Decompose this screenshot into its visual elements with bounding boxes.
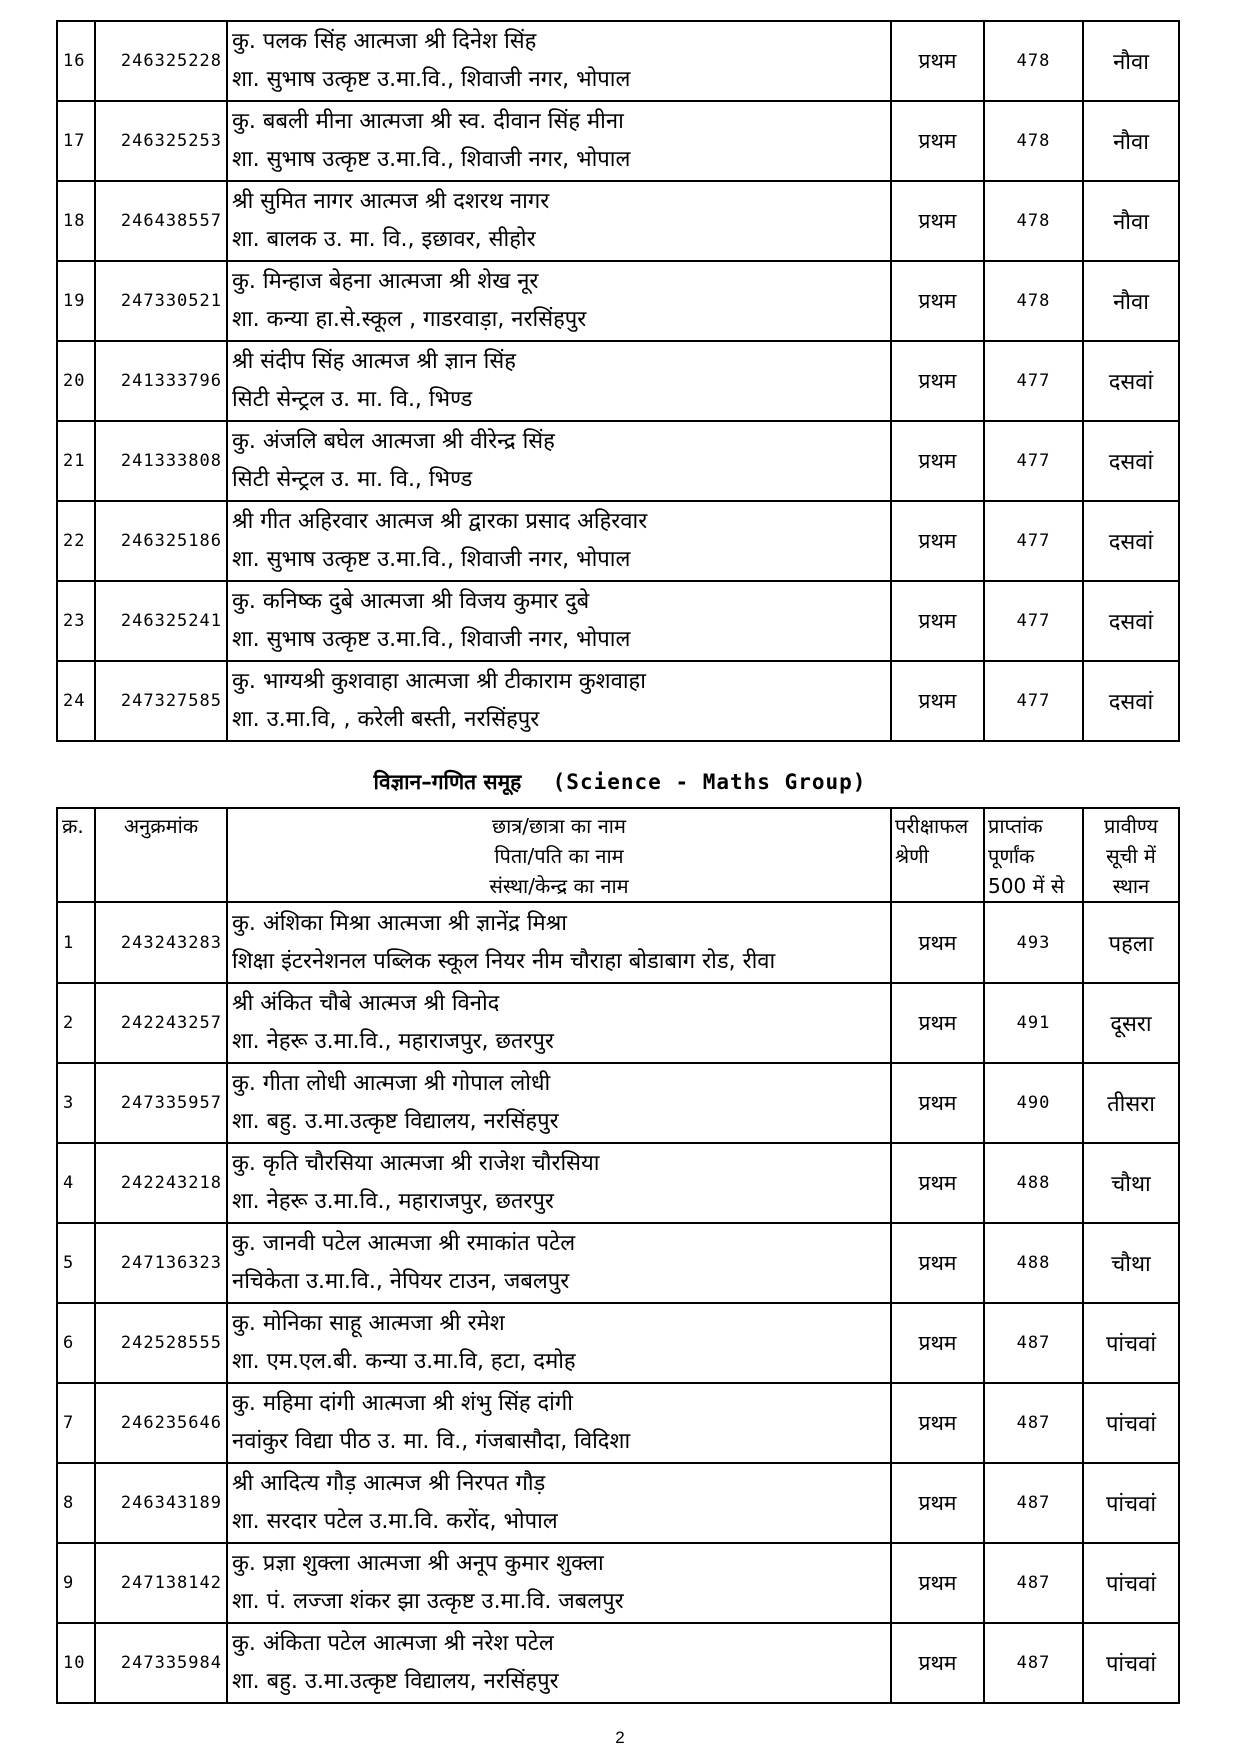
student-name: कु. अंजलि बघेल आत्मजा श्री वीरेन्द्र सिंह xyxy=(232,429,555,454)
name-cell xyxy=(227,1143,891,1223)
division-cell: प्रथम xyxy=(891,661,984,741)
school-name: सिटी सेन्ट्रल उ. मा. वि., भिण्ड xyxy=(232,387,473,412)
table-row xyxy=(57,101,1179,181)
school-name: नचिकेता उ.मा.वि., नेपियर टाउन, जबलपुर xyxy=(232,1269,570,1294)
name-cell xyxy=(227,581,891,661)
marks-cell: 478 xyxy=(984,21,1083,101)
division-cell: प्रथम xyxy=(891,1463,984,1543)
student-name: कु. गीता लोधी आत्मजा श्री गोपाल लोधी xyxy=(232,1071,551,1096)
serial-cell: 10 xyxy=(57,1623,95,1703)
division-cell: प्रथम xyxy=(891,1383,984,1463)
division-cell: प्रथम xyxy=(891,1303,984,1383)
school-name: शा. उ.मा.वि, , करेली बस्ती, नरसिंहपुर xyxy=(232,707,540,732)
roll-number-cell: 247335984 xyxy=(95,1623,227,1703)
roll-number-cell: 242243257 xyxy=(95,983,227,1063)
name-cell xyxy=(227,1303,891,1383)
division-cell: प्रथम xyxy=(891,1143,984,1223)
header-division-line2: श्रेणी xyxy=(895,844,929,868)
student-name: श्री अंकित चौबे आत्मज श्री विनोद xyxy=(232,991,500,1016)
header-marks-line2: पूर्णांक xyxy=(988,844,1035,868)
merit-table-continued-body xyxy=(57,21,1179,741)
table-row xyxy=(57,1223,1179,1303)
marks-cell: 488 xyxy=(984,1223,1083,1303)
roll-number-cell: 247136323 xyxy=(95,1223,227,1303)
serial-cell: 16 xyxy=(57,21,95,101)
name-cell xyxy=(227,661,891,741)
table-row xyxy=(57,261,1179,341)
rank-cell: पांचवां xyxy=(1083,1383,1179,1463)
school-name: शा. बहु. उ.मा.उत्कृष्ट विद्यालय, नरसिंहपुर xyxy=(232,1669,559,1694)
roll-number-cell: 246343189 xyxy=(95,1463,227,1543)
header-name-line1: छात्र/छात्रा का नाम xyxy=(492,814,626,838)
serial-cell: 23 xyxy=(57,581,95,661)
serial-cell: 19 xyxy=(57,261,95,341)
page-number: 2 xyxy=(615,1728,625,1747)
name-cell xyxy=(227,261,891,341)
division-cell: प्रथम xyxy=(891,101,984,181)
student-name: कु. मिन्हाज बेहना आत्मजा श्री शेख नूर xyxy=(232,269,539,294)
rank-cell: नौवा xyxy=(1083,21,1179,101)
marks-cell: 490 xyxy=(984,1063,1083,1143)
serial-cell: 8 xyxy=(57,1463,95,1543)
division-cell: प्रथम xyxy=(891,261,984,341)
serial-cell: 1 xyxy=(57,902,95,983)
marks-cell: 478 xyxy=(984,261,1083,341)
rank-cell: दसवां xyxy=(1083,661,1179,741)
marks-cell: 493 xyxy=(984,902,1083,983)
name-cell xyxy=(227,1623,891,1703)
student-name: श्री संदीप सिंह आत्मज श्री ज्ञान सिंह xyxy=(232,349,516,374)
roll-number-cell: 241333808 xyxy=(95,421,227,501)
serial-cell: 4 xyxy=(57,1143,95,1223)
name-cell xyxy=(227,21,891,101)
roll-number-cell: 243243283 xyxy=(95,902,227,983)
roll-number-cell: 247330521 xyxy=(95,261,227,341)
division-cell: प्रथम xyxy=(891,1623,984,1703)
table-row xyxy=(57,1463,1179,1543)
header-rank-line2: सूची में xyxy=(1106,844,1156,868)
roll-number-cell: 246235646 xyxy=(95,1383,227,1463)
rank-cell: नौवा xyxy=(1083,261,1179,341)
division-cell: प्रथम xyxy=(891,902,984,983)
name-cell xyxy=(227,1223,891,1303)
student-name: कु. बबली मीना आत्मजा श्री स्व. दीवान सिंह मीना xyxy=(232,109,624,134)
roll-number-cell: 242528555 xyxy=(95,1303,227,1383)
student-name: कु. अंशिका मिश्रा आत्मजा श्री ज्ञानेंद्र मिश्रा xyxy=(232,910,567,936)
name-cell xyxy=(227,341,891,421)
student-name: कु. मोनिका साहू आत्मजा श्री रमेश xyxy=(232,1311,505,1336)
marks-cell: 477 xyxy=(984,421,1083,501)
roll-number-cell: 246325241 xyxy=(95,581,227,661)
serial-cell: 24 xyxy=(57,661,95,741)
roll-number-cell: 246325228 xyxy=(95,21,227,101)
name-cell xyxy=(227,902,891,983)
rank-cell: नौवा xyxy=(1083,101,1179,181)
rank-cell: तीसरा xyxy=(1083,1063,1179,1143)
table-row xyxy=(57,1383,1179,1463)
serial-cell: 18 xyxy=(57,181,95,261)
division-cell: प्रथम xyxy=(891,1223,984,1303)
rank-cell: पांचवां xyxy=(1083,1303,1179,1383)
student-name: श्री गीत अहिरवार आत्मज श्री द्वारका प्रसाद अहिरवार xyxy=(232,509,648,534)
table-row xyxy=(57,661,1179,741)
name-cell xyxy=(227,983,891,1063)
group-title-hindi: विज्ञान–गणित समूह xyxy=(373,770,522,794)
marks-cell: 491 xyxy=(984,983,1083,1063)
school-name: शा. एम.एल.बी. कन्या उ.मा.वि, हटा, दमोह xyxy=(232,1349,576,1374)
name-cell xyxy=(227,181,891,261)
school-name: नवांकुर विद्या पीठ उ. मा. वि., गंजबासौदा, विदिशा xyxy=(232,1429,631,1454)
division-cell: प्रथम xyxy=(891,1543,984,1623)
header-marks-line1: प्राप्तांक xyxy=(988,814,1043,838)
serial-cell: 3 xyxy=(57,1063,95,1143)
student-name: कु. जानवी पटेल आत्मजा श्री रमाकांत पटेल xyxy=(232,1231,576,1256)
name-cell xyxy=(227,101,891,181)
marks-cell: 477 xyxy=(984,341,1083,421)
student-name: कु. अंकिता पटेल आत्मजा श्री नरेश पटेल xyxy=(232,1631,554,1656)
student-name: कु. पलक सिंह आत्मजा श्री दिनेश सिंह xyxy=(232,29,537,54)
roll-number-cell: 246325186 xyxy=(95,501,227,581)
serial-cell: 5 xyxy=(57,1223,95,1303)
division-cell: प्रथम xyxy=(891,181,984,261)
marks-cell: 477 xyxy=(984,661,1083,741)
header-marks-line3: 500 में से xyxy=(988,874,1065,898)
header-name-line2: पिता/पति का नाम xyxy=(494,844,624,868)
serial-cell: 20 xyxy=(57,341,95,421)
marks-cell: 478 xyxy=(984,101,1083,181)
division-cell: प्रथम xyxy=(891,341,984,421)
school-name: शा. सुभाष उत्कृष्ट उ.मा.वि., शिवाजी नगर, भोपाल xyxy=(232,67,631,92)
group-title-english: (Science - Maths Group) xyxy=(552,770,867,794)
rank-cell: दसवां xyxy=(1083,421,1179,501)
marks-cell: 487 xyxy=(984,1383,1083,1463)
group-title xyxy=(0,768,1240,796)
student-name: कु. कृति चौरसिया आत्मजा श्री राजेश चौरसिया xyxy=(232,1151,600,1176)
name-cell xyxy=(227,1063,891,1143)
table-row xyxy=(57,341,1179,421)
header-name xyxy=(227,808,891,902)
table-row xyxy=(57,581,1179,661)
table-row xyxy=(57,1543,1179,1623)
student-name: श्री सुमित नागर आत्मज श्री दशरथ नागर xyxy=(232,189,550,214)
serial-cell: 21 xyxy=(57,421,95,501)
header-rank-line1: प्रावीण्य xyxy=(1104,814,1158,838)
division-cell: प्रथम xyxy=(891,421,984,501)
name-cell xyxy=(227,1543,891,1623)
roll-number-cell: 241333796 xyxy=(95,341,227,421)
name-cell xyxy=(227,501,891,581)
header-division-line1: परीक्षाफल xyxy=(895,814,969,838)
header-rank-line3: स्थान xyxy=(1112,874,1150,898)
serial-cell: 22 xyxy=(57,501,95,581)
division-cell: प्रथम xyxy=(891,1063,984,1143)
roll-number-cell: 247327585 xyxy=(95,661,227,741)
serial-cell: 7 xyxy=(57,1383,95,1463)
marks-cell: 477 xyxy=(984,581,1083,661)
rank-cell: पांचवां xyxy=(1083,1543,1179,1623)
table-row xyxy=(57,1623,1179,1703)
school-name: शा. पं. लज्जा शंकर झा उत्कृष्ट उ.मा.वि. जबलपुर xyxy=(232,1589,624,1614)
marks-cell: 488 xyxy=(984,1143,1083,1223)
merit-table-continued xyxy=(56,20,1180,742)
rank-cell: दसवां xyxy=(1083,501,1179,581)
school-name: शा. सुभाष उत्कृष्ट उ.मा.वि., शिवाजी नगर, भोपाल xyxy=(232,147,631,172)
rank-cell: पांचवां xyxy=(1083,1463,1179,1543)
table-row xyxy=(57,501,1179,581)
header-roll-number: अनुक्रमांक xyxy=(95,808,227,902)
table-row xyxy=(57,902,1179,983)
serial-cell: 9 xyxy=(57,1543,95,1623)
school-name: शा. सुभाष उत्कृष्ट उ.मा.वि., शिवाजी नगर, भोपाल xyxy=(232,547,631,572)
name-cell xyxy=(227,421,891,501)
header-rank xyxy=(1083,808,1179,902)
header-marks xyxy=(984,808,1083,902)
table-row xyxy=(57,1143,1179,1223)
rank-cell: दूसरा xyxy=(1083,983,1179,1063)
serial-cell: 2 xyxy=(57,983,95,1063)
roll-number-cell: 246438557 xyxy=(95,181,227,261)
header-serial: क्र. xyxy=(57,808,95,902)
student-name: कु. प्रज्ञा शुक्ला आत्मजा श्री अनूप कुमार शुक्ला xyxy=(232,1551,604,1576)
school-name: सिटी सेन्ट्रल उ. मा. वि., भिण्ड xyxy=(232,467,473,492)
science-maths-merit-table xyxy=(56,807,1180,1704)
roll-number-cell: 247335957 xyxy=(95,1063,227,1143)
name-cell xyxy=(227,1383,891,1463)
rank-cell: चौथा xyxy=(1083,1223,1179,1303)
student-name: कु. कनिष्क दुबे आत्मजा श्री विजय कुमार दुबे xyxy=(232,589,590,614)
rank-cell: नौवा xyxy=(1083,181,1179,261)
marks-cell: 487 xyxy=(984,1543,1083,1623)
rank-cell: चौथा xyxy=(1083,1143,1179,1223)
school-name: शा. बहु. उ.मा.उत्कृष्ट विद्यालय, नरसिंहपुर xyxy=(232,1109,559,1134)
student-name: कु. महिमा दांगी आत्मजा श्री शंभु सिंह दांगी xyxy=(232,1391,573,1416)
school-name: शा. कन्या हा.से.स्कूल , गाडरवाड़ा, नरसिंहपुर xyxy=(232,307,587,332)
marks-cell: 487 xyxy=(984,1303,1083,1383)
marks-cell: 487 xyxy=(984,1623,1083,1703)
school-name: शिक्षा इंटरनेशनल पब्लिक स्कूल नियर नीम चौराहा बोडाबाग रोड, रीवा xyxy=(232,948,776,974)
school-name: शा. बालक उ. मा. वि., इछावर, सीहोर xyxy=(232,227,536,252)
table-row xyxy=(57,1303,1179,1383)
table-row xyxy=(57,421,1179,501)
table-row xyxy=(57,1063,1179,1143)
rank-cell: दसवां xyxy=(1083,341,1179,421)
serial-cell: 17 xyxy=(57,101,95,181)
table-row xyxy=(57,21,1179,101)
table-row xyxy=(57,181,1179,261)
division-cell: प्रथम xyxy=(891,581,984,661)
roll-number-cell: 247138142 xyxy=(95,1543,227,1623)
rank-cell: पहला xyxy=(1083,902,1179,983)
science-maths-merit-table-body xyxy=(57,902,1179,1703)
school-name: शा. नेहरू उ.मा.वि., महाराजपुर, छतरपुर xyxy=(232,1029,554,1054)
student-name: कु. भाग्यश्री कुशवाहा आत्मजा श्री टीकाराम कुशवाहा xyxy=(232,669,646,694)
rank-cell: दसवां xyxy=(1083,581,1179,661)
division-cell: प्रथम xyxy=(891,983,984,1063)
marks-cell: 478 xyxy=(984,181,1083,261)
header-division xyxy=(891,808,984,902)
header-name-line3: संस्था/केन्द्र का नाम xyxy=(489,874,629,898)
roll-number-cell: 242243218 xyxy=(95,1143,227,1223)
marks-cell: 487 xyxy=(984,1463,1083,1543)
table-header-row xyxy=(57,808,1179,902)
roll-number-cell: 246325253 xyxy=(95,101,227,181)
school-name: शा. नेहरू उ.मा.वि., महाराजपुर, छतरपुर xyxy=(232,1189,554,1214)
rank-cell: पांचवां xyxy=(1083,1623,1179,1703)
school-name: शा. सुभाष उत्कृष्ट उ.मा.वि., शिवाजी नगर, भोपाल xyxy=(232,627,631,652)
table-row xyxy=(57,983,1179,1063)
division-cell: प्रथम xyxy=(891,21,984,101)
division-cell: प्रथम xyxy=(891,501,984,581)
marks-cell: 477 xyxy=(984,501,1083,581)
student-name: श्री आदित्य गौड़ आत्मज श्री निरपत गौड़ xyxy=(232,1471,546,1496)
school-name: शा. सरदार पटेल उ.मा.वि. करोंद, भोपाल xyxy=(232,1509,558,1534)
serial-cell: 6 xyxy=(57,1303,95,1383)
name-cell xyxy=(227,1463,891,1543)
